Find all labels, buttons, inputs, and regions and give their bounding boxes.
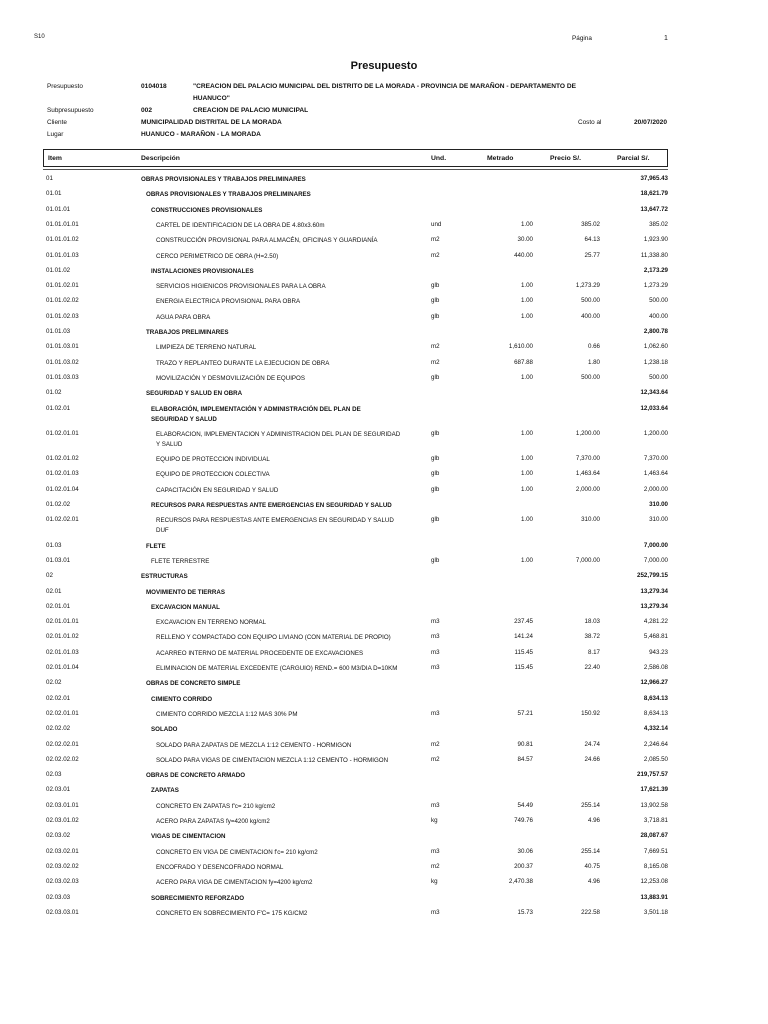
- row-item-code: 01.01.02.02: [46, 297, 79, 305]
- row-description: ELIMINACION DE MATERIAL EXCEDENTE (CARGUIO) REND.= 600 M3/DIA D=10KM: [156, 665, 398, 672]
- row-item-code: 01.01.03.01: [46, 343, 79, 351]
- row-parcial: 2,173.29: [643, 266, 668, 274]
- row-metrado: 440.00: [514, 251, 533, 259]
- row-item-code: 02.01.01.02: [46, 633, 79, 641]
- row-metrado: 15.73: [517, 908, 533, 916]
- row-parcial: 28,087.67: [640, 832, 668, 840]
- row-precio: 8.17: [587, 648, 600, 656]
- row-precio: 1.80: [587, 358, 600, 366]
- row-parcial: 1,200.00: [643, 429, 668, 437]
- row-precio: 310.00: [581, 516, 600, 524]
- row-parcial: 385.02: [649, 220, 668, 228]
- row-parcial: 8,634.13: [643, 694, 668, 702]
- row-metrado: 1.00: [520, 516, 533, 524]
- row-precio: 400.00: [581, 312, 600, 320]
- row-parcial: 2,246.64: [643, 740, 668, 748]
- row-precio: 0.66: [587, 343, 600, 351]
- row-parcial: 12,253.08: [640, 878, 668, 886]
- row-item-code: 02.01: [46, 587, 62, 595]
- row-item-code: 02.03.02.03: [46, 878, 79, 886]
- row-description: ELABORACIÓN, IMPLEMENTACIÓN Y ADMINISTRACIÓN DEL PLAN DE SEGURIDAD Y SALUD: [151, 405, 361, 423]
- row-item-code: 01.02.01.01: [46, 429, 79, 437]
- row-item-code: 02.02.02: [46, 725, 71, 733]
- row-precio: 64.13: [584, 236, 600, 244]
- row-metrado: 2,470.38: [508, 878, 533, 886]
- row-item-code: 02.03.02.02: [46, 862, 79, 870]
- row-item-code: 02.03.02.01: [46, 847, 79, 855]
- row-parcial: 13,279.34: [640, 602, 668, 610]
- row-parcial: 1,463.64: [643, 470, 668, 478]
- row-description: ACERO PARA ZAPATAS fy=4200 kg/cm2: [156, 818, 270, 825]
- row-unit: glb: [431, 297, 440, 305]
- row-description: MOVIMIENTO DE TIERRAS: [146, 588, 225, 596]
- row-item-code: 02.02.02.01: [46, 740, 79, 748]
- col-description: Descripción: [141, 155, 180, 162]
- row-item-code: 01.01.01.03: [46, 251, 79, 259]
- row-item-code: 02: [46, 572, 53, 580]
- row-description: CAPACITACIÓN EN SEGURIDAD Y SALUD: [156, 486, 279, 494]
- row-unit: m3: [431, 847, 440, 855]
- row-description: SOLADO: [151, 726, 178, 734]
- row-description: TRAZO Y REPLANTEO DURANTE LA EJECUCION DE OBRA: [156, 359, 330, 367]
- row-metrado: 1.00: [520, 312, 533, 320]
- row-description: SOBRECIMIENTO REFORZADO: [151, 894, 245, 902]
- row-metrado: 1.00: [520, 297, 533, 305]
- row-precio: 4.96: [587, 817, 600, 824]
- col-unit: Und.: [431, 155, 447, 162]
- row-item-code: 01.02.01: [46, 404, 71, 412]
- row-parcial: 4,332.14: [643, 725, 668, 733]
- row-item-code: 02.03.01.02: [46, 817, 79, 824]
- row-metrado: 1.00: [520, 470, 533, 478]
- row-parcial: 4,281.22: [643, 618, 668, 626]
- row-unit: m3: [431, 801, 440, 809]
- row-parcial: 13,279.34: [640, 587, 668, 595]
- row-metrado: 1.00: [520, 220, 533, 228]
- row-unit: glb: [431, 312, 440, 320]
- row-parcial: 17,621.39: [640, 786, 668, 794]
- row-description: RECURSOS PARA RESPUESTAS ANTE EMERGENCIAS EN SEGURIDAD Y SALUD DUF: [156, 517, 394, 535]
- row-unit: m2: [431, 862, 440, 870]
- row-description: CARTEL DE IDENTIFICACION DE LA OBRA DE 4.80x3.60m: [156, 221, 325, 229]
- row-item-code: 02.02.02.02: [46, 755, 79, 763]
- row-description: ENERGIA ELECTRICA PROVISIONAL PARA OBRA: [156, 298, 301, 306]
- row-parcial: 13,902.58: [640, 801, 668, 809]
- row-description: ZAPATAS: [151, 787, 179, 795]
- row-description: EQUIPO DE PROTECCION COLECTIVA: [156, 471, 270, 479]
- row-precio: 22.40: [584, 664, 600, 671]
- row-metrado: 749.76: [514, 817, 533, 824]
- row-parcial: 310.00: [649, 516, 668, 524]
- row-item-code: 01.02.02: [46, 501, 71, 508]
- cliente-label: Cliente: [47, 119, 67, 126]
- row-precio: 40.75: [584, 862, 600, 870]
- subpresupuesto-description: CREACION DE PALACIO MUNICIPAL: [193, 107, 309, 114]
- row-metrado: 54.49: [517, 801, 533, 809]
- row-precio: 150.92: [581, 709, 600, 717]
- row-metrado: 30.06: [517, 847, 533, 855]
- row-parcial: 12,343.64: [640, 389, 668, 397]
- row-metrado: 1.00: [520, 556, 533, 564]
- row-parcial: 8,634.13: [643, 709, 668, 717]
- row-item-code: 01.02.01.03: [46, 470, 79, 478]
- row-description: OBRAS DE CONCRETO SIMPLE: [146, 680, 241, 688]
- col-parcial: Parcial S/.: [617, 155, 650, 162]
- row-parcial: 8,165.08: [643, 862, 668, 870]
- row-description: ENCOFRADO Y DESENCOFRADO NORMAL: [156, 863, 284, 871]
- row-description: CONCRETO EN SOBRECIMIENTO F'C= 175 KG/CM2: [156, 909, 308, 917]
- row-unit: glb: [431, 485, 440, 493]
- col-metrado: Metrado: [487, 155, 514, 162]
- row-precio: 1,200.00: [575, 429, 600, 437]
- presupuesto-description: "CREACION DEL PALACIO MUNICIPAL DEL DISTRITO DE LA MORADA - PROVINCIA DE MARAÑON - DEPARTAMENTO DE HUANUCO": [193, 83, 577, 102]
- row-parcial: 3,501.18: [643, 908, 668, 916]
- row-unit: kg: [431, 817, 438, 824]
- row-description: SERVICIOS HIGIENICOS PROVISIONALES PARA LA OBRA: [156, 283, 326, 291]
- row-unit: m2: [431, 358, 440, 366]
- row-metrado: 57.21: [517, 709, 533, 717]
- row-precio: 1,463.64: [575, 470, 600, 478]
- row-unit: m3: [431, 908, 440, 916]
- row-parcial: 1,273.29: [643, 282, 668, 290]
- row-description: ACERO PARA VIGA DE CIMENTACION fy=4200 kg/cm2: [156, 879, 313, 887]
- page-title: Presupuesto: [350, 60, 418, 72]
- row-parcial: 7,370.00: [643, 455, 668, 463]
- row-item-code: 02.01.01.03: [46, 648, 79, 656]
- row-description: AGUA PARA OBRA: [156, 313, 211, 321]
- row-parcial: 1,923.90: [643, 236, 668, 244]
- row-parcial: 12,033.64: [640, 404, 668, 412]
- row-parcial: 1,062.60: [643, 343, 668, 351]
- row-precio: 500.00: [581, 297, 600, 305]
- lugar-label: Lugar: [47, 131, 64, 138]
- row-description: OBRAS PROVISIONALES Y TRABAJOS PRELIMINARES: [146, 191, 311, 199]
- row-parcial: 5,468.81: [643, 633, 668, 641]
- row-parcial: 37,965.43: [640, 175, 668, 182]
- row-description: FLETE TERRESTRE: [151, 557, 210, 565]
- row-unit: m3: [431, 648, 440, 656]
- row-description: CERCO PERIMETRICO DE OBRA (H=2.50): [156, 252, 279, 260]
- subpresupuesto-code: 002: [141, 107, 153, 114]
- row-metrado: 1.00: [520, 455, 533, 463]
- row-item-code: 01.02: [46, 389, 62, 397]
- row-item-code: 02.02.01: [46, 694, 71, 702]
- row-description: CONCRETO EN VIGA DE CIMENTACION f'c= 210 kg/cm2: [156, 848, 318, 856]
- row-metrado: 84.57: [517, 755, 533, 763]
- row-item-code: 01: [46, 175, 53, 182]
- presupuesto-code: 0104018: [141, 83, 167, 90]
- row-precio: 25.77: [584, 251, 600, 259]
- row-precio: 7,000.00: [575, 556, 600, 564]
- row-description: LIMPIEZA DE TERRENO NATURAL: [156, 344, 257, 352]
- row-item-code: 01.02.01.04: [46, 485, 79, 493]
- row-description: SOLADO PARA ZAPATAS DE MEZCLA 1:12 CEMENTO - HORMIGON: [156, 741, 352, 749]
- row-item-code: 01.01.03.03: [46, 373, 79, 381]
- row-item-code: 01.01: [46, 190, 62, 198]
- row-unit: glb: [431, 556, 440, 564]
- row-description: SEGURIDAD Y SALUD EN OBRA: [146, 390, 243, 398]
- subpresupuesto-label: Subpresupuesto: [47, 107, 94, 114]
- presupuesto-label: Presupuesto: [47, 83, 83, 90]
- row-metrado: 115.45: [514, 664, 533, 671]
- row-unit: und: [431, 220, 442, 228]
- row-precio: 24.66: [584, 755, 600, 763]
- row-item-code: 02.02: [46, 679, 62, 687]
- row-description: ELABORACION, IMPLEMENTACION Y ADMINISTRACION DEL PLAN DE SEGURIDAD Y SALUD: [156, 430, 401, 448]
- row-item-code: 02.01.01: [46, 602, 71, 610]
- row-description: CONSTRUCCIONES PROVISIONALES: [151, 206, 263, 214]
- page-label: Página: [572, 35, 592, 42]
- row-parcial: 13,883.91: [640, 893, 668, 901]
- row-parcial: 13,647.72: [640, 205, 668, 213]
- row-item-code: 01.01.01.02: [46, 236, 79, 244]
- row-parcial: 252,799.15: [637, 572, 668, 580]
- row-parcial: 1,238.18: [643, 358, 668, 366]
- row-precio: 1,273.29: [575, 282, 600, 290]
- row-parcial: 943.23: [649, 648, 668, 656]
- col-item: Item: [48, 155, 62, 162]
- row-metrado: 1.00: [520, 282, 533, 290]
- row-description: MOVILIZACIÓN Y DESMOVILIZACIÓN DE EQUIPOS: [156, 374, 305, 382]
- row-description: CIMIENTO CORRIDO: [151, 695, 213, 703]
- row-parcial: 219,757.57: [637, 771, 668, 779]
- row-description: CIMIENTO CORRIDO MEZCLA 1:12 MAS 30% PM: [156, 710, 298, 718]
- row-unit: m2: [431, 251, 440, 259]
- row-item-code: 02.01.01.01: [46, 618, 79, 626]
- page-number: 1: [664, 35, 668, 42]
- row-item-code: 01.01.02: [46, 266, 71, 274]
- row-metrado: 200.37: [514, 862, 533, 870]
- row-parcial: 11,338.80: [640, 251, 668, 259]
- row-description: CONCRETO EN ZAPATAS f'c= 210 kg/cm2: [156, 802, 276, 810]
- lugar-value: HUANUCO - MARAÑON - LA MORADA: [141, 131, 261, 138]
- row-parcial: 2,000.00: [643, 485, 668, 493]
- row-metrado: 115.45: [514, 648, 533, 656]
- row-item-code: 02.03: [46, 771, 62, 779]
- row-parcial: 3,718.81: [643, 817, 668, 824]
- row-precio: 222.58: [581, 908, 600, 916]
- row-precio: 500.00: [581, 373, 600, 381]
- row-unit: m3: [431, 618, 440, 626]
- report-code: S10: [34, 34, 45, 40]
- row-item-code: 01.02.01.02: [46, 455, 79, 463]
- row-item-code: 01.03: [46, 541, 62, 549]
- row-parcial: 18,621.79: [640, 190, 668, 198]
- row-parcial: 310.00: [649, 501, 668, 508]
- row-description: OBRAS PROVISIONALES Y TRABAJOS PRELIMINARES: [141, 176, 306, 183]
- row-item-code: 02.02.01.01: [46, 709, 79, 717]
- row-item-code: 02.03.03.01: [46, 908, 79, 916]
- row-description: CONSTRUCCIÓN PROVISIONAL PARA ALMACÉN, OFICINAS Y GUARDIANÍA: [156, 237, 378, 245]
- row-description: SOLADO PARA VIGAS DE CIMENTACION MEZCLA 1:12 CEMENTO - HORMIGON: [156, 756, 389, 764]
- row-description: FLETE: [146, 542, 166, 550]
- row-metrado: 687.88: [514, 358, 533, 366]
- row-unit: glb: [431, 455, 440, 463]
- row-item-code: 01.01.02.01: [46, 282, 79, 290]
- row-metrado: 237.45: [514, 618, 533, 626]
- row-parcial: 400.00: [649, 312, 668, 320]
- row-parcial: 2,800.78: [643, 328, 668, 335]
- col-precio: Precio S/.: [550, 155, 581, 162]
- row-unit: glb: [431, 516, 440, 524]
- row-item-code: 01.01.03: [46, 328, 71, 335]
- row-metrado: 1.00: [520, 429, 533, 437]
- row-metrado: 1,610.00: [508, 343, 533, 351]
- row-precio: 255.14: [581, 847, 600, 855]
- row-parcial: 7,000.00: [643, 556, 668, 564]
- row-unit: m2: [431, 236, 440, 244]
- row-item-code: 01.03.01: [46, 556, 71, 564]
- row-unit: glb: [431, 429, 440, 437]
- row-item-code: 01.01.01: [46, 205, 71, 213]
- row-item-code: 01.01.03.02: [46, 358, 79, 366]
- row-precio: 18.03: [584, 618, 600, 626]
- row-description: TRABAJOS PRELIMINARES: [146, 329, 229, 336]
- row-item-code: 02.03.01.01: [46, 801, 79, 809]
- row-precio: 255.14: [581, 801, 600, 809]
- row-parcial: 7,000.00: [643, 541, 668, 549]
- row-parcial: 500.00: [649, 373, 668, 381]
- row-unit: kg: [431, 878, 438, 886]
- row-precio: 4.96: [587, 878, 600, 886]
- row-description: ESTRUCTURAS: [141, 573, 188, 581]
- row-metrado: 90.81: [517, 740, 533, 748]
- row-description: EQUIPO DE PROTECCION INDIVIDUAL: [156, 456, 270, 464]
- row-precio: 7,370.00: [575, 455, 600, 463]
- row-description: VIGAS DE CIMENTACION: [151, 833, 226, 841]
- row-metrado: 1.00: [520, 485, 533, 493]
- row-unit: m3: [431, 664, 440, 671]
- row-parcial: 12,966.27: [640, 679, 668, 687]
- row-precio: 38.72: [584, 633, 600, 641]
- row-unit: glb: [431, 373, 440, 381]
- row-precio: 24.74: [584, 740, 600, 748]
- row-precio: 385.02: [581, 220, 600, 228]
- row-description: RELLENO Y COMPACTADO CON EQUIPO LIVIANO (CON MATERIAL DE PROPIO): [156, 634, 391, 642]
- row-description: ACARREO INTERNO DE MATERIAL PROCEDENTE DE EXCAVACIONES: [156, 649, 364, 657]
- row-metrado: 30.00: [517, 236, 533, 244]
- row-item-code: 02.03.02: [46, 832, 71, 840]
- row-parcial: 2,586.08: [643, 664, 668, 671]
- row-item-code: 02.03.03: [46, 893, 71, 901]
- row-unit: m3: [431, 709, 440, 717]
- row-unit: m2: [431, 755, 440, 763]
- row-parcial: 2,085.50: [643, 755, 668, 763]
- row-metrado: 1.00: [520, 373, 533, 381]
- row-item-code: 01.01.01.01: [46, 220, 79, 228]
- row-parcial: 7,669.51: [643, 847, 668, 855]
- row-unit: m2: [431, 740, 440, 748]
- row-description: RECURSOS PARA RESPUESTAS ANTE EMERGENCIAS EN SEGURIDAD Y SALUD: [151, 502, 392, 509]
- row-description: OBRAS DE CONCRETO ARMADO: [146, 772, 246, 780]
- row-unit: m2: [431, 343, 440, 351]
- row-item-code: 01.02.02.01: [46, 516, 79, 524]
- cliente-value: MUNICIPALIDAD DISTRITAL DE LA MORADA: [141, 119, 282, 126]
- row-unit: glb: [431, 282, 440, 290]
- row-unit: glb: [431, 470, 440, 478]
- costo-date: 20/07/2020: [634, 119, 668, 126]
- row-description: INSTALACIONES PROVISIONALES: [151, 267, 254, 275]
- row-unit: m3: [431, 633, 440, 641]
- row-metrado: 141.24: [514, 633, 533, 641]
- row-item-code: 01.01.02.03: [46, 312, 79, 320]
- costo-label: Costo al: [578, 119, 602, 126]
- row-item-code: 02.03.01: [46, 786, 71, 794]
- row-precio: 2,000.00: [575, 485, 600, 493]
- row-description: EXCAVACION EN TERRENO NORMAL: [156, 619, 267, 627]
- row-parcial: 500.00: [649, 297, 668, 305]
- row-description: EXCAVACION MANUAL: [151, 603, 220, 611]
- row-item-code: 02.01.01.04: [46, 664, 79, 671]
